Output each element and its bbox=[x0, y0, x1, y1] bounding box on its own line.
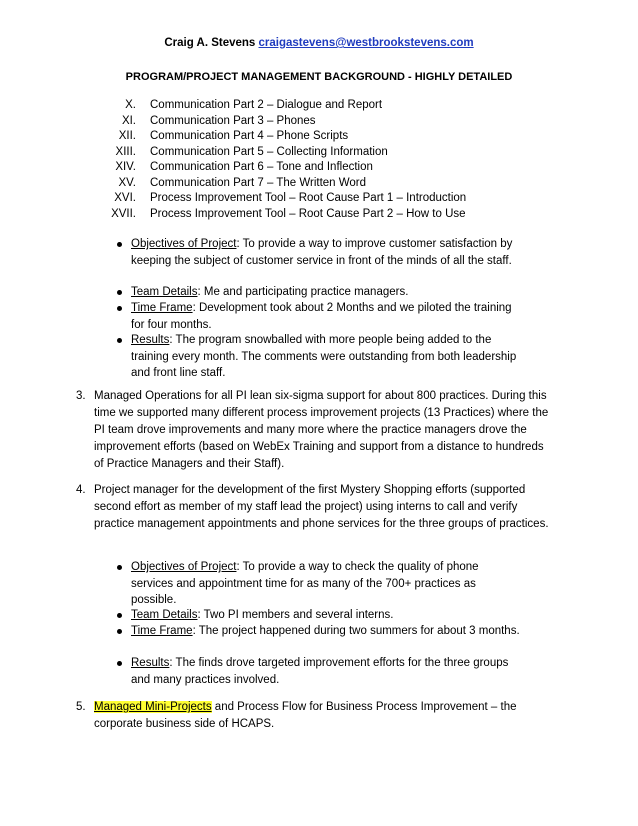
bullet-text bbox=[131, 332, 521, 382]
list-item bbox=[0, 175, 638, 191]
roman-number: XV. bbox=[118, 176, 136, 189]
roman-item-text: Communication Part 3 – Phones bbox=[150, 114, 316, 127]
bullet-content: : To provide a way to check the quality of phone services and appointment time for as many of the 700+ practices as possible. bbox=[131, 561, 479, 606]
bullet-label: Team Details bbox=[131, 609, 198, 621]
list-item bbox=[0, 190, 638, 206]
item-number: 4. bbox=[76, 484, 86, 496]
roman-number: XIII. bbox=[115, 145, 136, 158]
bullet-icon bbox=[117, 661, 122, 666]
bullet-label: Time Frame bbox=[131, 625, 193, 637]
item-number: 5. bbox=[76, 701, 86, 713]
roman-item-text: Communication Part 6 – Tone and Inflection bbox=[150, 161, 373, 173]
bullet-text bbox=[131, 284, 521, 301]
item-text: Managed Operations for all PI lean six-sigma support for about 800 practices. During this time we supported many different process improvement projects (13 Practices) where the PI team drove improvements and many more where the practice managers drove the improvement efforts (based on WebEx Training and support from a distance to hundreds of Practice Managers and their Staff). bbox=[94, 390, 549, 470]
list-item bbox=[0, 128, 638, 144]
bullet-content: : The finds drove targeted improvement efforts for the three groups and many practices involved. bbox=[131, 657, 509, 686]
bullet-content: : Me and participating practice managers. bbox=[197, 286, 409, 298]
roman-number: XI. bbox=[121, 114, 136, 127]
roman-item-text: Process Improvement Tool – Root Cause Part 1 – Introduction bbox=[150, 192, 467, 204]
bullet-label: Results bbox=[131, 657, 170, 669]
bullet-label: Objectives of Project bbox=[131, 561, 237, 573]
bullet-label: Time Frame bbox=[131, 302, 193, 314]
roman-item-text: Communication Part 7 – The Written Word bbox=[150, 176, 367, 189]
roman-item-text: Communication Part 4 – Phone Scripts bbox=[150, 130, 349, 142]
bullet-content: : Two PI members and several interns. bbox=[197, 609, 394, 621]
bullet-icon bbox=[117, 565, 122, 570]
bullet-label: Objectives of Project bbox=[131, 238, 237, 250]
bullet-text bbox=[131, 236, 521, 269]
roman-number: X. bbox=[125, 99, 136, 111]
bullet-text bbox=[131, 607, 521, 624]
bullet-icon bbox=[117, 306, 122, 311]
roman-item-text: Process Improvement Tool – Root Cause Part 2 – How to Use bbox=[150, 207, 466, 220]
bullet-icon bbox=[117, 338, 122, 343]
bullet-text bbox=[131, 655, 521, 688]
bullet-content: : The program snowballed with more people being added to the training every month. The comments were outstanding from both leadership and front line staff. bbox=[131, 334, 517, 379]
bullet-content: : Development took about 2 Months and we piloted the training for four months. bbox=[131, 302, 512, 331]
highlighted-text: Managed Mini-Projects bbox=[94, 701, 212, 713]
bullet-text bbox=[131, 559, 521, 609]
roman-number: XVI. bbox=[114, 192, 136, 204]
bullet-text bbox=[131, 623, 521, 640]
author-email-link[interactable]: craigastevens@westbrookstevens.com bbox=[258, 37, 474, 49]
bullet-content: : The project happened during two summers for about 3 months. bbox=[192, 625, 520, 637]
list-item bbox=[0, 113, 638, 129]
bullet-icon bbox=[117, 242, 122, 247]
bullet-icon bbox=[117, 290, 122, 295]
document-header bbox=[0, 37, 638, 49]
item-text: Project manager for the development of the first Mystery Shopping efforts (supported second effort as member of my staff lead the project) using interns to call and verify practice management appointments and phone services for the three groups of practices. bbox=[94, 484, 549, 530]
list-item bbox=[0, 159, 638, 175]
list-item bbox=[0, 144, 638, 160]
bullet-text bbox=[131, 300, 521, 333]
roman-number: XVII. bbox=[111, 207, 136, 220]
item-number: 3. bbox=[76, 390, 86, 402]
bullet-label: Results bbox=[131, 334, 170, 346]
roman-number: XII. bbox=[118, 130, 136, 142]
list-item bbox=[0, 206, 638, 222]
item-text bbox=[94, 699, 554, 733]
bullet-label: Team Details bbox=[131, 286, 198, 298]
list-item bbox=[0, 97, 638, 113]
author-name: Craig A. Stevens bbox=[164, 37, 256, 49]
bullet-icon bbox=[117, 613, 122, 618]
bullet-content: : To provide a way to improve customer satisfaction by keeping the subject of customer service in front of the minds of all the staff. bbox=[131, 238, 513, 267]
document-title: PROGRAM/PROJECT MANAGEMENT BACKGROUND - HIGHLY DETAILED bbox=[125, 71, 513, 83]
roman-number: XIV. bbox=[115, 161, 136, 173]
roman-item-text: Communication Part 5 – Collecting Information bbox=[150, 145, 388, 158]
roman-item-text: Communication Part 2 – Dialogue and Report bbox=[150, 99, 383, 111]
bullet-icon bbox=[117, 629, 122, 634]
item-content: and Process Flow for Business Process Improvement – the corporate business side of HCAPS. bbox=[94, 701, 517, 730]
